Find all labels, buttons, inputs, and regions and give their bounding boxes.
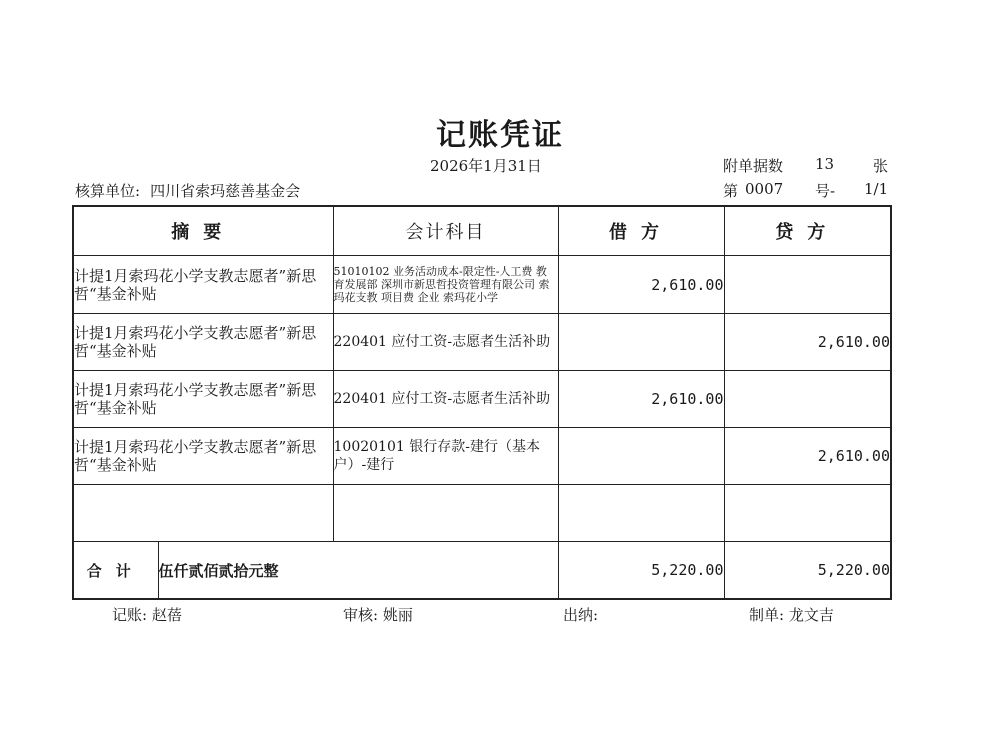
header-summary: 摘要 <box>73 206 333 256</box>
signature-preparer <box>749 604 834 625</box>
voucher-number-suffix: 号- <box>815 182 836 200</box>
entry-account: 51010102 业务活动成本-限定性-人工费 教育发展部 深圳市新思哲投资管理有限公司 索玛花支教 项目费 企业 索玛花小学 <box>333 256 558 314</box>
entry-account: 10020101 银行存款-建行（基本户）-建行 <box>333 428 558 485</box>
entry-summary: 计提1月索玛花小学支教志愿者”新思哲“基金补贴 <box>73 314 333 371</box>
total-credit: 5,220.00 <box>724 542 891 600</box>
preparer-label: 制单: <box>749 606 785 624</box>
entry-summary: 计提1月索玛花小学支教志愿者”新思哲“基金补贴 <box>73 371 333 428</box>
entry-account: 220401 应付工资-志愿者生活补助 <box>333 371 558 428</box>
entry-credit <box>724 256 891 314</box>
attachments <box>723 155 889 176</box>
header-credit: 贷方 <box>724 206 891 256</box>
entry-summary: 计提1月索玛花小学支教志愿者”新思哲“基金补贴 <box>73 428 333 485</box>
signature-bookkeeper <box>112 604 182 625</box>
bookkeeper-name: 赵蓓 <box>151 606 182 624</box>
empty-cell <box>333 485 558 542</box>
entry-credit: 2,610.00 <box>724 428 891 485</box>
entry-summary: 计提1月索玛花小学支教志愿者”新思哲“基金补贴 <box>73 256 333 314</box>
reviewer-name: 姚丽 <box>382 606 413 624</box>
entry-debit: 2,610.00 <box>558 256 724 314</box>
table-row <box>73 314 891 371</box>
empty-row <box>73 485 891 542</box>
voucher-number-value: 0007 <box>745 180 784 198</box>
empty-cell <box>558 485 724 542</box>
cashier-label: 出纳: <box>563 606 599 624</box>
voucher-page-count: 1/1 <box>864 180 889 198</box>
empty-cell <box>73 485 333 542</box>
table-row <box>73 428 891 485</box>
entry-debit <box>558 428 724 485</box>
reviewer-label: 审核: <box>343 606 379 624</box>
entry-debit <box>558 314 724 371</box>
voucher-date: 2026年1月31日 <box>430 157 542 175</box>
signature-reviewer <box>343 604 413 625</box>
bookkeeper-label: 记账: <box>112 606 148 624</box>
attachments-unit: 张 <box>873 157 889 175</box>
entry-credit <box>724 371 891 428</box>
preparer-name: 龙文吉 <box>788 606 834 624</box>
attachments-count: 13 <box>815 155 835 173</box>
table-row <box>73 256 891 314</box>
entry-debit: 2,610.00 <box>558 371 724 428</box>
empty-cell <box>724 485 891 542</box>
total-label: 合计 <box>73 542 158 600</box>
header-debit: 借方 <box>558 206 724 256</box>
voucher-title: 记账凭证 <box>436 118 564 153</box>
signature-cashier <box>563 604 598 625</box>
voucher-table <box>72 205 892 600</box>
entry-account: 220401 应付工资-志愿者生活补助 <box>333 314 558 371</box>
voucher-number-prefix: 第 <box>723 182 739 200</box>
total-debit: 5,220.00 <box>558 542 724 600</box>
attachments-label: 附单据数 <box>723 157 784 175</box>
entry-credit: 2,610.00 <box>724 314 891 371</box>
total-row <box>73 542 891 600</box>
header-account: 会计科目 <box>333 206 558 256</box>
total-amount-words: 伍仟贰佰贰拾元整 <box>158 542 558 600</box>
accounting-unit <box>75 180 300 201</box>
accounting-unit-value: 四川省索玛慈善基金会 <box>150 182 301 200</box>
table-row <box>73 371 891 428</box>
accounting-unit-label: 核算单位: <box>75 182 141 200</box>
